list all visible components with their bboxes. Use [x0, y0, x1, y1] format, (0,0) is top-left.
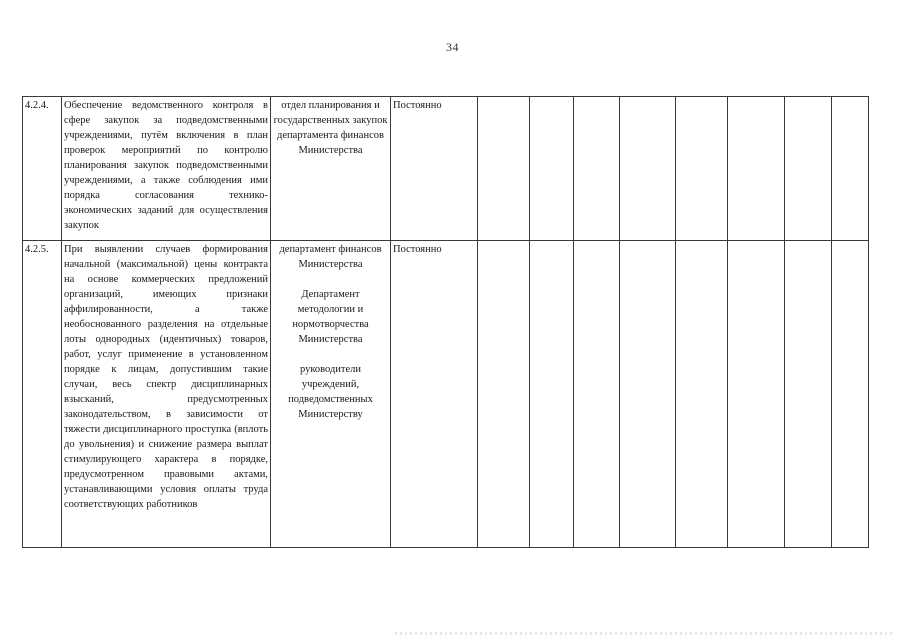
scan-artifact: [395, 632, 895, 635]
empty-cell: [530, 241, 574, 548]
table-row: [23, 97, 869, 241]
measure-description: При выявлении случаев формирования начальной (максимальной) цены контракта на основе коммерческих предложений организаций, имеющих признаки аффилированности, а также необоснованного разделения на отдельные лоты однородных (идентичных) товаров, работ, услуг применение в установленном порядке к лицам, допустившим такие случаи, весь спектр дисциплинарных взысканий, предусмотренных законодательством, в зависимости от тяжести дисциплинарного проступка (вплоть до увольнения) и снижение размера выплат стимулирующего характера в порядке, предусмотренном правовыми актами, устанавливающими условия оплаты труда соответствующих работников: [62, 241, 271, 548]
page-number: 34: [446, 40, 459, 54]
responsible-item: департамент финансов Министерства: [279, 244, 382, 270]
responsible-executors: [271, 97, 391, 241]
responsible-item: отдел планирования и государственных закупок департамента финансов Министерства: [273, 100, 388, 156]
empty-cell: [676, 97, 728, 241]
empty-cell: [785, 241, 832, 548]
empty-cell: [574, 97, 620, 241]
empty-cell: [785, 97, 832, 241]
empty-cell: [620, 97, 676, 241]
execution-term: Постоянно: [391, 97, 478, 241]
table-row: [23, 241, 869, 548]
measures-table: [22, 96, 869, 548]
empty-cell: [574, 241, 620, 548]
empty-cell: [478, 97, 530, 241]
empty-cell: [530, 97, 574, 241]
empty-cell: [832, 97, 869, 241]
empty-cell: [478, 241, 530, 548]
responsible-executors: [271, 241, 391, 548]
responsible-item: Департамент методологии и нормотворчества Министерства: [292, 289, 369, 345]
row-number: 4.2.4.: [23, 97, 62, 241]
responsible-item: руководители учреждений, подведомственных Министерству: [288, 364, 373, 420]
empty-cell: [620, 241, 676, 548]
measure-description: Обеспечение ведомственного контроля в сфере закупок за подведомственными учреждениями, путём включения в план проверок мероприятий по контролю планирования закупок подведомственными учреждениями, а также соблюдения ими порядка согласования технико-экономических заданий для осуществления закупок: [62, 97, 271, 241]
empty-cell: [676, 241, 728, 548]
execution-term: Постоянно: [391, 241, 478, 548]
empty-cell: [728, 97, 785, 241]
empty-cell: [728, 241, 785, 548]
empty-cell: [832, 241, 869, 548]
row-number: 4.2.5.: [23, 241, 62, 548]
